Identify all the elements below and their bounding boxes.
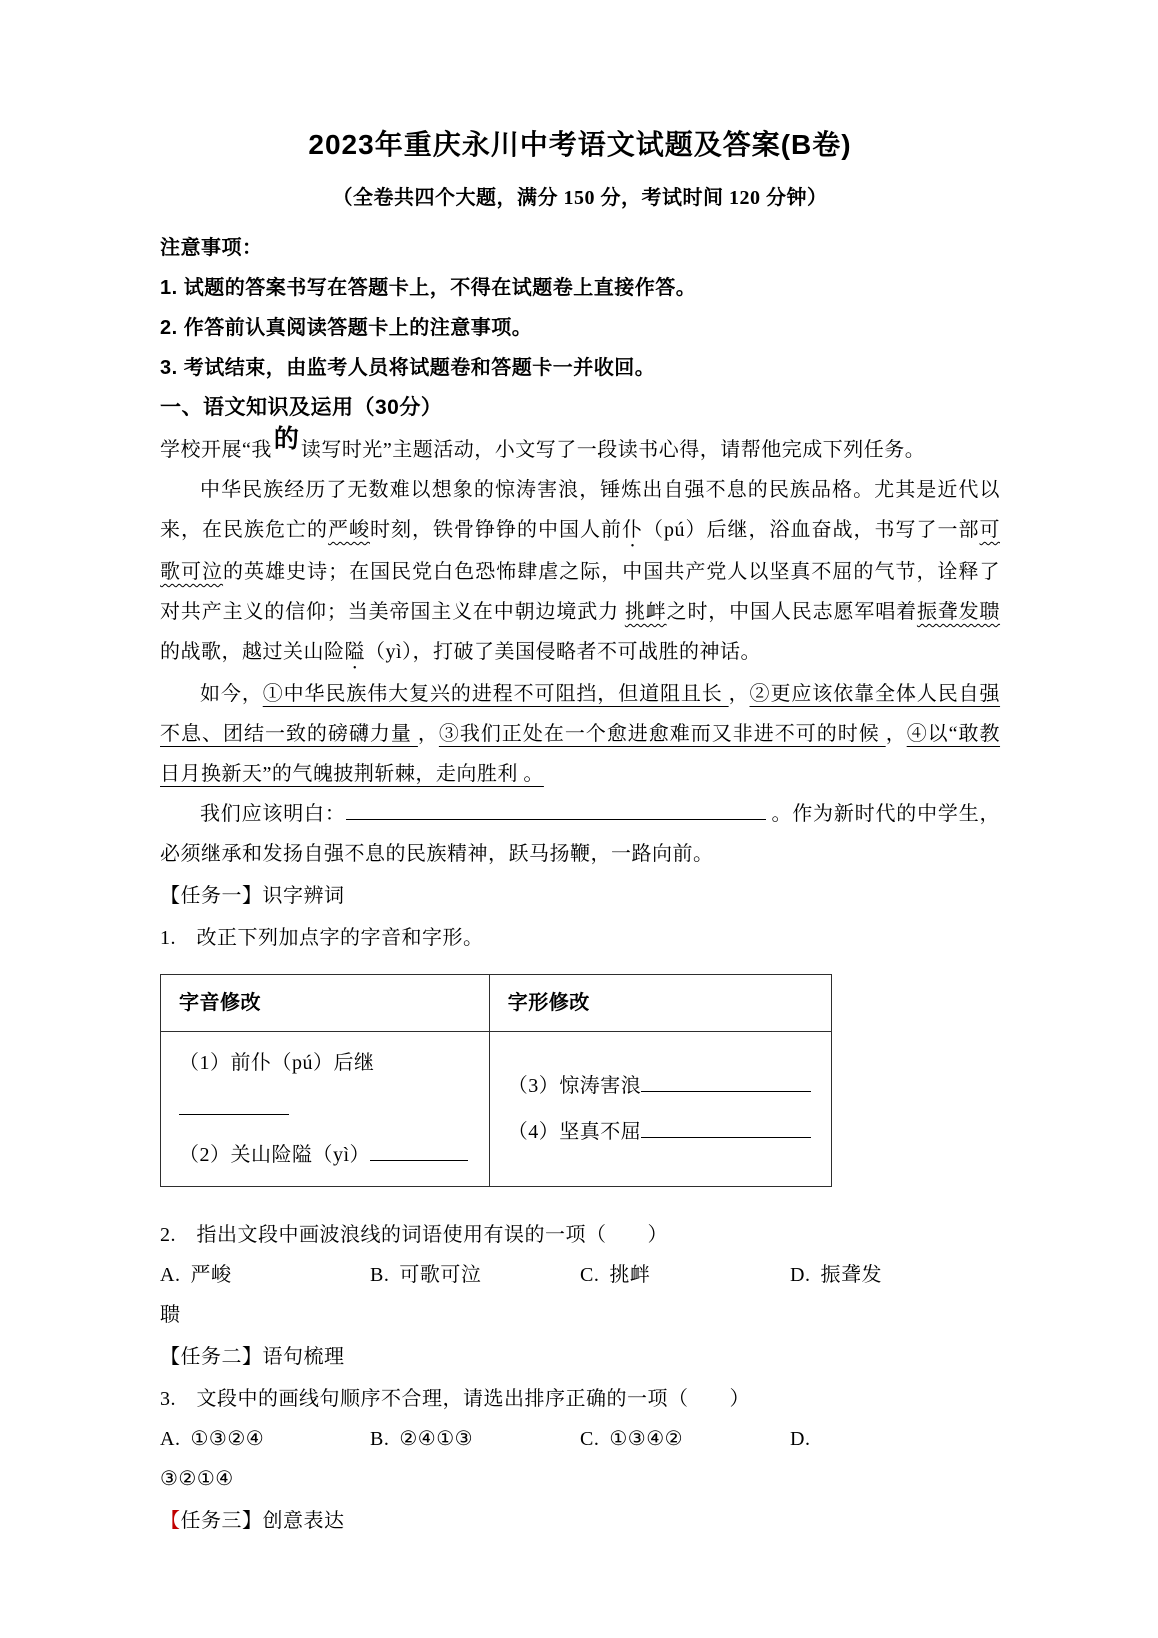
notice-item-3: 3. 考试结束，由监考人员将试题卷和答题卡一并收回。 bbox=[160, 357, 656, 379]
question-3-option-c bbox=[580, 1419, 790, 1459]
table-line-1 bbox=[179, 1040, 471, 1132]
text-segment: ②更应该依靠全体人民自强不息、团结一致的磅礴力量 bbox=[160, 683, 1001, 745]
option-text: 挑衅 bbox=[609, 1264, 651, 1286]
task-3-heading bbox=[160, 1501, 1000, 1541]
text-segment: ③我们正处在一个愈进愈难而又非进不可的时候 bbox=[438, 723, 886, 745]
text-segment: 学校开展“我 bbox=[160, 439, 272, 461]
option-label: A. bbox=[160, 1264, 181, 1286]
page-title: 2023年重庆永川中考语文试题及答案(B卷) bbox=[308, 129, 852, 160]
answer-blank bbox=[370, 1139, 468, 1161]
question-3-option-d bbox=[790, 1419, 1000, 1459]
answer-blank bbox=[641, 1070, 811, 1092]
question-3-option-a bbox=[160, 1419, 370, 1459]
table-header-row bbox=[161, 975, 832, 1032]
table-line-4 bbox=[508, 1109, 813, 1155]
red-bracket: 【 bbox=[160, 1510, 181, 1532]
text-segment: 之时，中国人民志愿军唱着 bbox=[666, 601, 917, 623]
text-segment: 严峻 bbox=[328, 519, 370, 541]
answer-blank bbox=[346, 798, 766, 820]
exam-meta: （全卷共四个大题，满分 150 分，考试时间 120 分钟） bbox=[332, 187, 828, 209]
option-label: A. bbox=[160, 1428, 181, 1450]
text-segment: 中华民族经历了无数难以想象的惊涛害浪，锤炼出自强不息的民族品格。尤其是近代以来，在民族危亡的 bbox=[160, 479, 1000, 541]
option-text: 可歌可泣 bbox=[399, 1264, 482, 1286]
text-segment: 。作为新时代的中学生，必须继承和发扬自强不息的民族精神，跃马扬鞭，一路向前。 bbox=[160, 803, 1001, 865]
text-segment: （4）坚真不屈 bbox=[507, 1121, 642, 1143]
text-segment: 可歌可泣 bbox=[160, 519, 1000, 583]
intro-paragraph bbox=[160, 425, 1000, 470]
question-2-options bbox=[160, 1255, 1000, 1295]
option-text: ①③④② bbox=[609, 1428, 684, 1450]
text-segment: 挑衅 bbox=[624, 601, 667, 623]
question-2-option-a bbox=[160, 1255, 370, 1295]
reading-paragraph-1 bbox=[160, 470, 1000, 674]
notice-item-1: 1. 试题的答案书写在答题卡上，不得在试题卷上直接作答。 bbox=[160, 277, 697, 299]
table-cell-pronunciation bbox=[161, 1032, 490, 1187]
question-2-option-d-overflow: 聩 bbox=[160, 1304, 181, 1326]
question-2-text: 2. 指出文段中画波浪线的词语使用有误的一项（ ） bbox=[160, 1224, 668, 1246]
correction-table bbox=[160, 974, 832, 1187]
text-segment: 如今， bbox=[200, 683, 263, 705]
question-2-option-d bbox=[790, 1255, 1000, 1295]
question-2-option-c bbox=[580, 1255, 790, 1295]
notice-item-2: 2. 作答前认真阅读答题卡上的注意事项。 bbox=[160, 317, 533, 339]
text-segment: 振聋发聩 bbox=[916, 601, 1001, 623]
option-text: ②④①③ bbox=[399, 1428, 474, 1450]
fill-in-paragraph bbox=[160, 794, 1000, 874]
option-text: 严峻 bbox=[190, 1264, 232, 1286]
text-segment: 我们应该明白： bbox=[200, 803, 346, 825]
option-label: D. bbox=[790, 1264, 811, 1286]
table-row bbox=[161, 1032, 832, 1187]
reading-paragraph-2 bbox=[160, 674, 1000, 794]
option-label: C. bbox=[580, 1264, 600, 1286]
option-text: ①③②④ bbox=[190, 1428, 265, 1450]
table-header-pronunciation: 字音修改 bbox=[161, 975, 490, 1032]
text-segment: （3）惊涛害浪 bbox=[507, 1075, 642, 1097]
text-segment: （yì），打破了美国侵略者不可战胜的神话。 bbox=[365, 641, 762, 663]
section-1-heading: 一、语文知识及运用（30分） bbox=[160, 396, 443, 419]
option-label: B. bbox=[370, 1428, 390, 1450]
text-segment: ， bbox=[885, 723, 907, 745]
answer-blank bbox=[641, 1116, 811, 1138]
question-1-text: 1. 改正下列加点字的字音和字形。 bbox=[160, 927, 484, 949]
table-cell-characters bbox=[489, 1032, 831, 1187]
table-line-3 bbox=[508, 1063, 813, 1109]
task-3-label: 任务三】创意表达 bbox=[180, 1510, 345, 1532]
text-segment: 读写时光”主题活动，小文写了一段读书心得，请帮他完成下列任务。 bbox=[300, 439, 926, 461]
question-3-text: 3. 文段中的画线句顺序不合理，请选出排序正确的一项（ ） bbox=[160, 1388, 750, 1410]
text-segment: （2）关山险隘（yì） bbox=[179, 1144, 371, 1166]
option-label: B. bbox=[370, 1264, 390, 1286]
question-3-option-d-overflow: ③②①④ bbox=[160, 1468, 234, 1490]
notice-heading: 注意事项： bbox=[160, 237, 263, 259]
table-header-characters: 字形修改 bbox=[489, 975, 831, 1032]
question-3-option-b bbox=[370, 1419, 580, 1459]
table-line-2 bbox=[179, 1132, 471, 1178]
text-segment: ， bbox=[417, 723, 439, 745]
text-segment: （pú）后继，浴血奋战，书写了一部 bbox=[643, 519, 980, 541]
text-segment: 时刻，铁骨铮铮的中国人前 bbox=[370, 519, 622, 541]
option-label: D. bbox=[790, 1428, 811, 1450]
text-segment: （1）前仆（pú）后继 bbox=[179, 1052, 375, 1074]
text-segment: 的英雄史诗；在国民党白色恐怖肆虐之际，中国共产党人以坚真不屈的气节，诠释了对共产主义的信仰；当美帝国主义在中朝边境武力 bbox=[160, 561, 1001, 623]
question-3-options bbox=[160, 1419, 1000, 1459]
text-segment: 隘 bbox=[344, 641, 365, 663]
text-segment: ①中华民族伟大复兴的进程不可阻挡，但道阻且长 bbox=[262, 683, 729, 705]
task-2-heading: 【任务二】语句梳理 bbox=[160, 1346, 345, 1368]
text-segment: ， bbox=[728, 683, 750, 705]
task-1-heading: 【任务一】识字辨词 bbox=[160, 885, 345, 907]
text-segment: 的战歌，越过关山险 bbox=[160, 641, 345, 663]
question-2-option-b bbox=[370, 1255, 580, 1295]
option-text: 振聋发 bbox=[820, 1264, 882, 1286]
text-segment: 仆 bbox=[622, 519, 643, 541]
answer-blank bbox=[179, 1093, 289, 1115]
text-segment: 的 bbox=[273, 425, 299, 453]
text-segment: ④以“敢教日月换新天”的气魄披荆斩棘，走向胜利 。 bbox=[160, 723, 1001, 785]
option-label: C. bbox=[580, 1428, 600, 1450]
